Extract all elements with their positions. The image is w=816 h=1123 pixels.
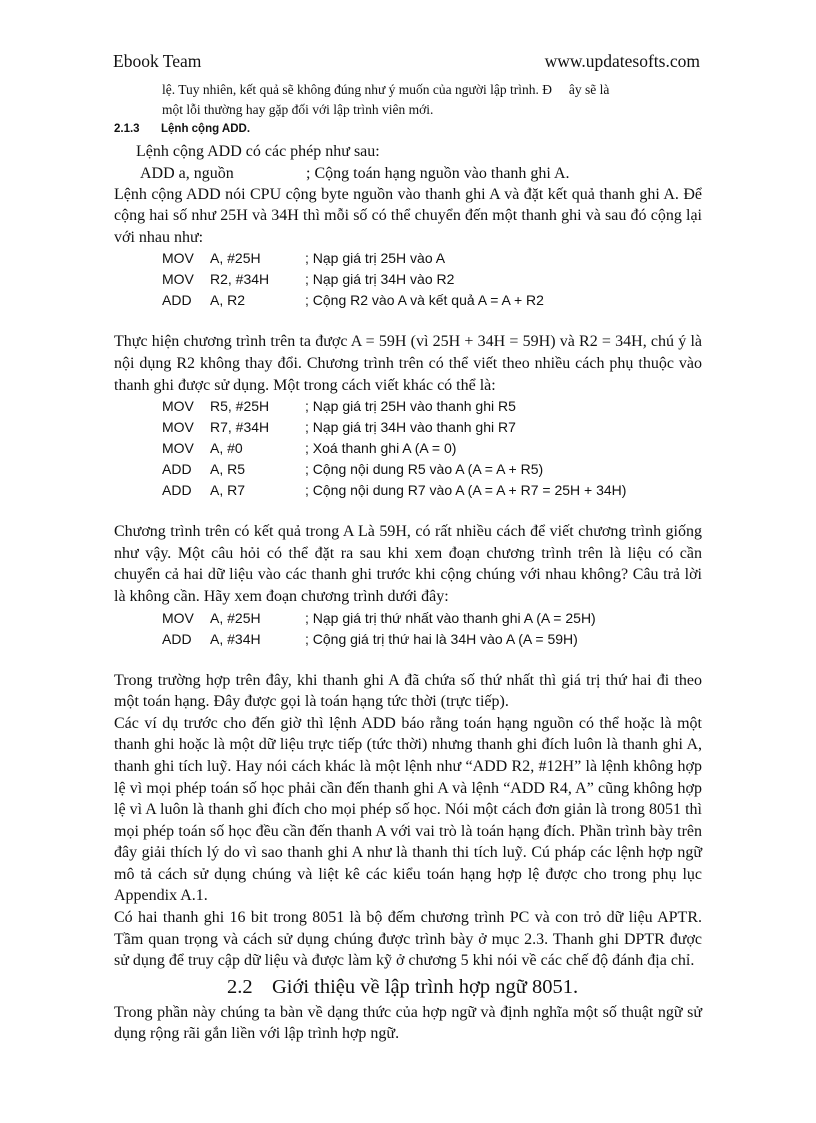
section-number: 2.1.3 — [114, 123, 140, 135]
code-operands: A, R5 — [210, 461, 246, 478]
section-number: 2.2 — [227, 975, 253, 998]
code-mnemonic: MOV — [162, 271, 194, 288]
code-comment: ; Nạp giá trị 25H vào A — [305, 250, 446, 267]
code-line — [162, 290, 702, 311]
code-comment: ; Cộng nội dung R5 vào A (A = A + R5) — [305, 461, 544, 478]
code-mnemonic: MOV — [162, 419, 194, 436]
code-comment: ; Nạp giá trị thứ nhất vào thanh ghi A (A = 25H) — [305, 609, 596, 626]
page-header — [113, 51, 700, 75]
syntax-comment: ; Cộng toán hạng nguồn vào thanh ghi A. — [306, 164, 570, 182]
code-line — [162, 396, 702, 417]
paragraph: Các ví dụ trước cho đến giờ thì lệnh ADD báo rằng toán hạng nguồn có thể hoặc là một thanh ghi hoặc là một dữ liệu trực tiếp (tức thời) nhưng thanh ghi đích luôn là thanh ghi A, thanh ghi tích luỹ. Hay nói cách khác là một lệnh như “ADD R2, #12H” là lệnh không hợp lệ vì mọi phép toán số học phải cần đến thanh ghi A và lệnh “ADD R4, A” cũng không hợp lệ vì A luôn là thanh ghi đích cho mọi phép số học. Nói một cách đơn giản là trong 8051 thì mọi phép toán số học đều cần đến thanh A với vai trò là toán hạng đích. Phần trình bày trên đây giải thích lý do vì sao thanh ghi A như là thanh thi tích luỹ. Cú pháp các lệnh hợp ngữ mô tả cách sử dụng chúng và liệt kê các kiểu toán hạng hợp lệ được cho trong phụ lục Appendix A.1. — [114, 714, 702, 905]
code-mnemonic: ADD — [162, 292, 192, 309]
paragraph: Lệnh cộng ADD có các phép như sau: — [136, 143, 380, 160]
code-operands: R2, #34H — [210, 271, 270, 288]
code-block-1 — [162, 248, 702, 311]
section-title: Lệnh cộng ADD. — [161, 123, 251, 135]
code-line — [162, 459, 702, 480]
code-operands: A, #34H — [210, 630, 261, 647]
code-comment: ; Cộng R2 vào A và kết quả A = A + R2 — [305, 292, 544, 309]
code-line — [162, 417, 702, 438]
code-comment: ; Nạp giá trị 25H vào thanh ghi R5 — [305, 398, 516, 415]
intro-paragraph — [162, 80, 702, 119]
paragraph: Lệnh cộng ADD nói CPU cộng byte nguồn vào thanh ghi A và đặt kết quả thanh ghi A. Để cộng hai số như 25H và 34H thì mỗi số có thể chuyển đến một thanh ghi và sau đó cộng lại với nhau như: — [114, 185, 702, 246]
code-line — [162, 438, 702, 459]
add-syntax-line — [114, 163, 702, 184]
code-block-3 — [162, 608, 702, 650]
code-operands: A, #25H — [210, 250, 261, 267]
header-left-text: Ebook Team — [113, 51, 202, 71]
code-operands: A, #25H — [210, 609, 261, 626]
code-line — [162, 480, 702, 501]
section-title: Giới thiệu về lập trình hợp ngữ 8051. — [272, 975, 579, 998]
intro-line: một lỗi thường hay gặp đối với lập trình viên mới. — [162, 101, 434, 117]
code-mnemonic: ADD — [162, 482, 192, 499]
code-operands: A, #0 — [210, 440, 243, 457]
code-mnemonic: ADD — [162, 630, 192, 647]
code-mnemonic: MOV — [162, 250, 194, 267]
paragraph: Trong phần này chúng ta bàn về dạng thức của hợp ngữ và định nghĩa một số thuật ngữ sử dụng rộng rãi gắn liền với lập trình hợp ngữ. — [114, 1003, 702, 1043]
code-operands: A, R7 — [210, 482, 246, 499]
code-line — [162, 608, 702, 629]
code-comment: ; Xoá thanh ghi A (A = 0) — [305, 440, 457, 457]
section-heading-2-1-3 — [114, 121, 702, 138]
code-operands: R5, #25H — [210, 398, 270, 415]
code-block-2 — [162, 396, 702, 501]
code-comment: ; Nạp giá trị 34H vào thanh ghi R7 — [305, 419, 516, 436]
paragraph: Có hai thanh ghi 16 bit trong 8051 là bộ đếm chương trình PC và con trỏ dữ liệu APTR. Tầm quan trọng và cách sử dụng chúng được trình bày ở mục 2.3. Thanh ghi DPTR được sử dụng để truy cập dữ liệu và được làm kỹ ở chương 5 khi nói về các chế độ đánh địa chỉ. — [114, 909, 702, 970]
code-comment: ; Cộng giá trị thứ hai là 34H vào A (A = 59H) — [305, 630, 578, 647]
paragraph: Thực hiện chương trình trên ta được A = 59H (vì 25H + 34H = 59H) và R2 = 34H, chú ý là nội dụng R2 không thay đổi. Chương trình trên có thể viết theo nhiều cách phụ thuộc vào thanh ghi được sử dụng. Một trong cách viết khác có thể là: — [114, 333, 702, 394]
code-line — [162, 269, 702, 290]
code-operands: A, R2 — [210, 292, 246, 309]
paragraph: Chương trình trên có kết quả trong A Là 59H, có rất nhiều cách để viết chương trình giống như vậy. Một câu hỏi có thể đặt ra sau khi xem đoạn chương trình trên là liệu có cần chuyển cả hai dữ liệu vào các thanh ghi trước khi cộng chúng với nhau không? Câu trả lời là không cần. Hãy xem đoạn chương trình dưới đây: — [114, 523, 702, 605]
code-mnemonic: MOV — [162, 440, 194, 457]
code-line — [162, 248, 702, 269]
intro-line: lệ. Tuy nhiên, kết quả sẽ không đúng như ý muốn của người lập trình. Đ ây sẽ là — [162, 82, 610, 97]
code-line — [162, 629, 702, 650]
syntax-operation: ADD a, nguồn — [140, 164, 234, 182]
code-mnemonic: MOV — [162, 609, 194, 626]
page-content — [114, 80, 702, 1045]
header-right-url: www.updatesofts.com — [544, 51, 700, 71]
code-comment: ; Nạp giá trị 34H vào R2 — [305, 271, 455, 288]
code-operands: R7, #34H — [210, 419, 270, 436]
code-comment: ; Cộng nội dung R7 vào A (A = A + R7 = 25H + 34H) — [305, 482, 627, 499]
section-heading-2-2 — [114, 974, 702, 1000]
code-mnemonic: MOV — [162, 398, 194, 415]
code-mnemonic: ADD — [162, 461, 192, 478]
paragraph: Trong trường hợp trên đây, khi thanh ghi A đã chứa số thứ nhất thì giá trị thứ hai đi theo một toán hạng. Đây được gọi là toán hạng tức thời (trực tiếp). — [114, 671, 702, 711]
